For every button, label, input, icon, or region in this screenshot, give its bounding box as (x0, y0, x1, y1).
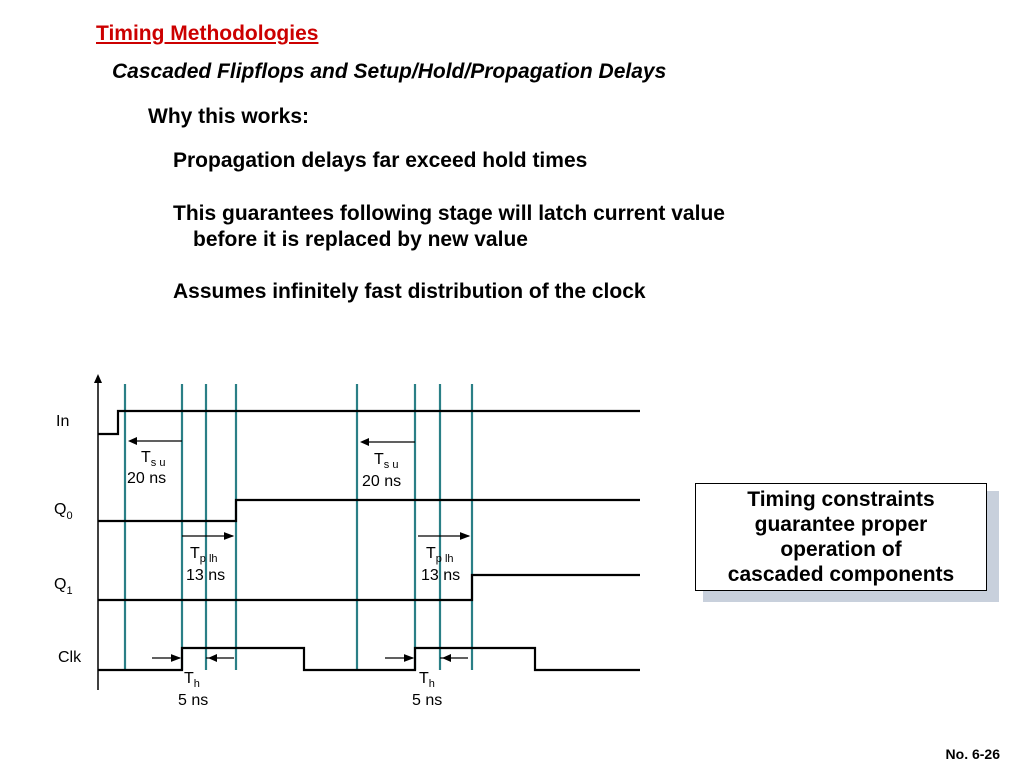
setup-arrowhead-icon (128, 437, 137, 445)
th-value-2: 5 ns (412, 692, 443, 709)
hold-arrowhead-icon (442, 654, 451, 662)
tsu-label-2: $T_{s u}$ (374, 451, 399, 471)
time-axis-arrow-icon (94, 374, 102, 383)
timing-diagram (0, 360, 680, 709)
clk-waveform (98, 648, 640, 670)
th-value-1: 5 ns (178, 692, 209, 709)
tsu-value-1: 20 ns (127, 470, 167, 487)
slide-subtitle: Cascaded Flipflops and Setup/Hold/Propagation Delays (112, 60, 667, 83)
slide-title: Timing Methodologies (96, 22, 319, 45)
page-number: No. 6-26 (945, 746, 1000, 762)
in-waveform (98, 411, 640, 434)
bullet-guarantees-latch: This guarantees following stage will latch current value (173, 202, 725, 225)
tplh-value-1: 13 ns (186, 567, 226, 584)
th-label-1: $T_h$ (184, 670, 200, 690)
bullet-guarantees-latch-continued: before it is replaced by new value (193, 228, 528, 251)
hold-arrowhead-icon (208, 654, 217, 662)
section-heading: Why this works: (148, 105, 310, 128)
signal-label-in: In (56, 413, 70, 430)
timing-markers (125, 384, 472, 670)
tplh-value-2: 13 ns (421, 567, 461, 584)
signal-label-q0: $Q_0$ (54, 501, 73, 522)
bullet-clock-distribution: Assumes infinitely fast distribution of the clock (173, 280, 646, 303)
tplh-label-2: $T_{p lh}$ (426, 545, 454, 565)
tsu-label-1: $T_{s u}$ (141, 449, 166, 469)
tplh-label-1: $T_{p lh}$ (190, 545, 218, 565)
q1-waveform (98, 575, 640, 600)
callout-box (695, 483, 987, 591)
th-label-2: $T_h$ (419, 670, 435, 690)
signal-label-clk: Clk (58, 649, 82, 666)
signal-label-q1: $Q_1$ (54, 576, 73, 597)
bullet-propagation-delays: Propagation delays far exceed hold times (173, 149, 588, 172)
q0-waveform (98, 500, 640, 521)
setup-arrowhead-icon (360, 438, 369, 446)
callout-text: Timing constraints guarantee proper operation of cascaded components (727, 488, 955, 586)
tsu-value-2: 20 ns (362, 473, 402, 490)
